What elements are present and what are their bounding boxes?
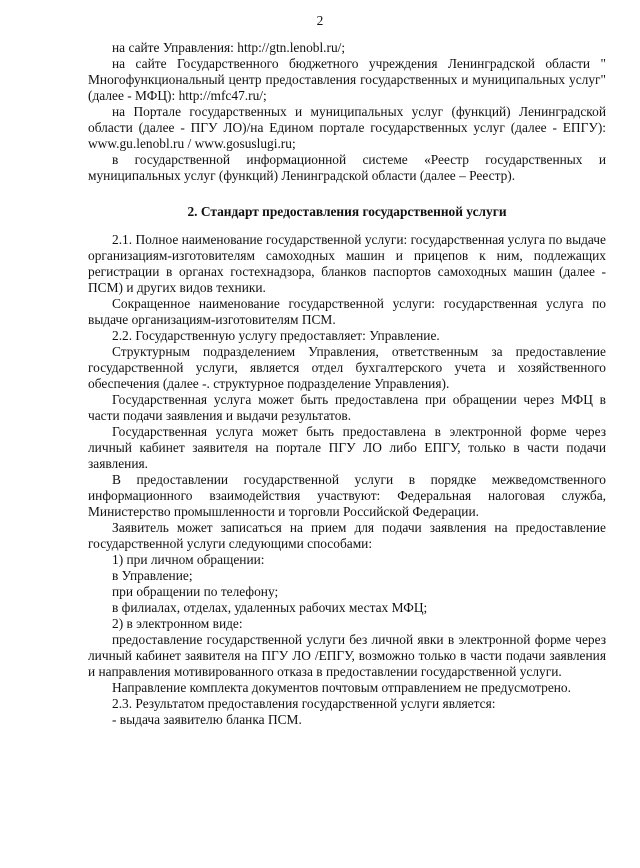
list-item: в Управление; [112, 568, 193, 583]
paragraph: Заявитель может записаться на прием для подачи заявления на предоставление государственной услуги следующими способами: [88, 520, 606, 551]
paragraph: Структурным подразделением Управления, ответственным за предоставление государственной услуги, является отдел бухгалтерского учета и хозяйственного обеспечения (далее -. структурное подразделение Управления). [88, 344, 606, 391]
list-item: при обращении по телефону; [112, 584, 279, 599]
paragraph: 2.1. Полное наименование государственной услуги: государственная услуга по выдаче организациям-изготовителям самоходных машин и прицепов к ним, подлежащих регистрации в органах гостехнадзора, бланков паспортов самоходных машин (далее - ПСМ) и других видов техники. [88, 232, 606, 295]
page-number: 2 [316, 13, 324, 28]
intro-paragraph: на Портале государственных и муниципальных услуг (функций) Ленинградской области (далее - ПГУ ЛО)/на Едином портале государственных услуг (далее - ЕПГУ): www.gu.lenobl.ru / www.gosuslugi.ru; [88, 104, 606, 151]
intro-paragraph: в государственной информационной системе «Реестр государственных и муниципальных услуг (функций) Ленинградской области (далее – Реестр). [88, 152, 606, 183]
intro-paragraph: на сайте Управления: http://gtn.lenobl.ru/; [112, 40, 346, 55]
paragraph: Государственная услуга может быть предоставлена в электронной форме через личный кабинет заявителя на портале ПГУ ЛО либо ЕПГУ, только в части подачи заявления. [88, 424, 606, 471]
intro-paragraph: на сайте Государственного бюджетного учреждения Ленинградской области " Многофункциональный центр предоставления государственных и муниципальных услуг" (далее - МФЦ): http://mfc47.ru/; [88, 56, 606, 103]
paragraph: 2.3. Результатом предоставления государственной услуги является: [112, 696, 496, 711]
paragraph: Направление комплекта документов почтовым отправлением не предусмотрено. [112, 680, 571, 695]
list-item: в филиалах, отделах, удаленных рабочих местах МФЦ; [112, 600, 428, 615]
paragraph: В предоставлении государственной услуги в порядке межведомственного информационного взаимодействия участвуют: Федеральная налоговая служба, Министерство промышленности и торговли Российской Федерации. [88, 472, 606, 519]
paragraph: 2.2. Государственную услугу предоставляет: Управление. [112, 328, 440, 343]
list-item: - выдача заявителю бланка ПСМ. [112, 712, 302, 727]
paragraph: предоставление государственной услуги без личной явки в электронной форме через личный кабинет заявителя на ПГУ ЛО /ЕПГУ, возможно только в части подачи заявления и направления мотивированного отказа в предоставлении государственной услуги. [88, 632, 606, 679]
document-body [88, 40, 606, 728]
paragraph: Государственная услуга может быть предоставлена при обращении через МФЦ в части подачи заявления и выдачи результатов. [88, 392, 606, 423]
paragraph: Сокращенное наименование государственной услуги: государственная услуга по выдаче организациям-изготовителям ПСМ. [88, 296, 606, 327]
list-item: 1) при личном обращении: [112, 552, 265, 567]
list-item: 2) в электронном виде: [112, 616, 243, 631]
section-heading: 2. Стандарт предоставления государственной услуги [187, 204, 507, 219]
